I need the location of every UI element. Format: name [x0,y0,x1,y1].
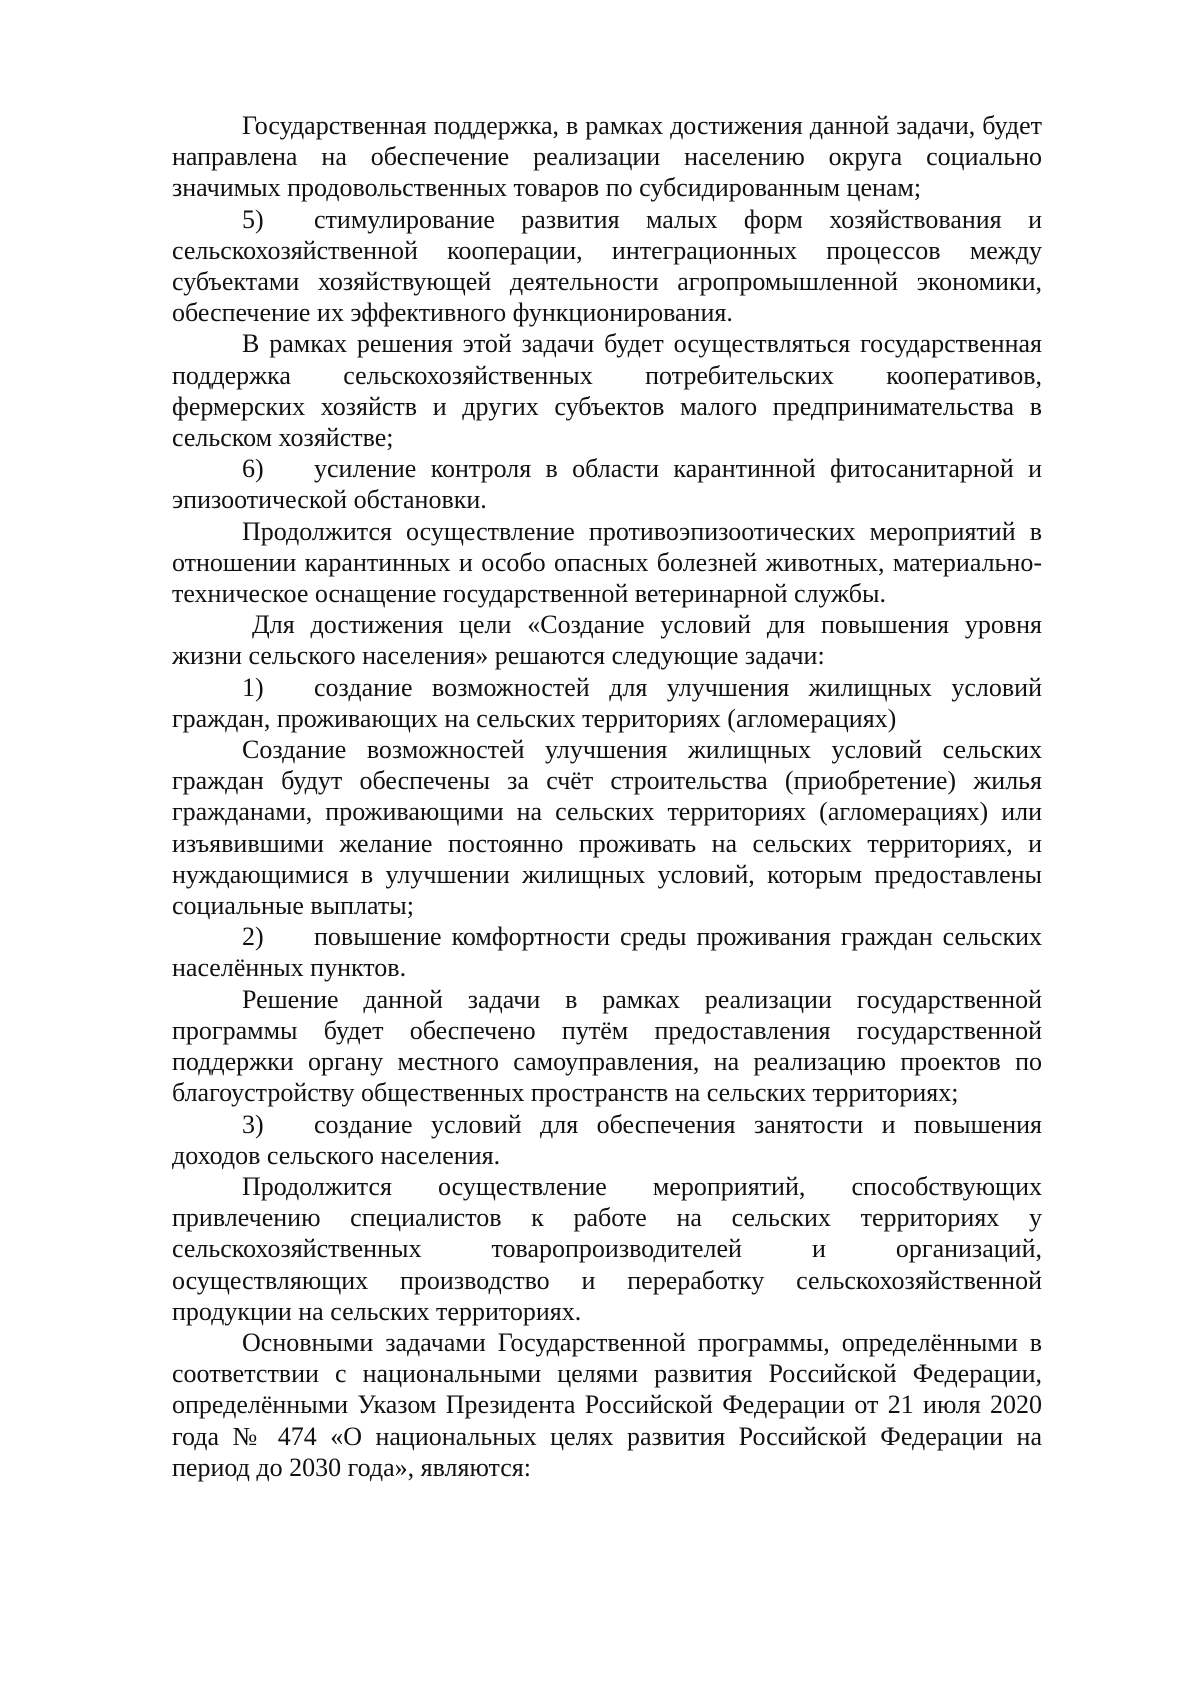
list-item-1 [172,672,1042,734]
paragraph-text: Государственная поддержка, в рамках достижения данной задачи, будет направлена на обеспечение реализации населению округа социально значимых продовольственных товаров по субсидированным ценам; [172,111,1042,203]
paragraph-text: Для достижения цели «Создание условий для повышения уровня жизни сельского населения» решаются следующие задачи: [172,610,1042,671]
document-body [172,110,1042,1483]
list-item-2 [172,921,1042,983]
list-item-5 [172,204,1042,329]
list-item-text: создание возможностей для улучшения жилищных условий граждан, проживающих на сельских территориях (агломерациях) [172,672,1042,733]
list-item-3 [172,1109,1042,1171]
list-number: 5) [242,204,264,234]
list-item-text: повышение комфортности среды проживания граждан сельских населённых пунктов. [172,922,1042,983]
paragraph [172,609,1042,671]
paragraph-text: Продолжится осуществление мероприятий, способствующих привлечению специалистов к работе на сельских территориях у сельскохозяйственных товаропроизводителей и организаций, осуществляющих производство и переработку сельскохозяйственной продукции на сельских территориях. [172,1171,1042,1326]
list-item-text: создание условий для обеспечения занятости и повышения доходов сельского населения. [172,1109,1042,1170]
paragraph-text: Основными задачами Государственной программы, определёнными в соответствии с национальными целями развития Российской Федерации, определёнными Указом Президента Российской Федерации от 21 июля 2020 года № 474 «О национальных целях развития Российской Федерации на период до 2030 года», являются: [172,1327,1042,1482]
list-number: 1) [242,672,264,702]
paragraph-text: Продолжится осуществление противоэпизоотических мероприятий в отношении карантинных и особо опасных болезней животных, материально-техническое оснащение государственной ветеринарной службы. [172,516,1042,609]
paragraph-text: Решение данной задачи в рамках реализации государственной программы будет обеспечено путём предоставления государственной поддержки органу местного самоуправления, на реализацию проектов по благоустройству общественных пространств на сельских территориях; [172,984,1042,1108]
paragraph [172,328,1042,453]
paragraph-text: Создание возможностей улучшения жилищных условий сельских граждан будут обеспечены за счёт строительства (приобретение) жилья гражданами, проживающими на сельских территориях (агломерациях) или изъявившими желание постоянно проживать на сельских территориях, и нуждающимися в улучшении жилищных условий, которым предоставлены социальные выплаты; [172,735,1042,921]
list-item-text: стимулирование развития малых форм хозяйствования и сельскохозяйственной кооперации, интеграционных процессов между субъектами хозяйствующей деятельности агропромышленной экономики, обеспечение их эффективного функционирования. [172,204,1042,328]
paragraph [172,110,1042,204]
list-number: 2) [242,922,264,952]
list-number: 3) [242,1109,264,1139]
paragraph [172,516,1042,610]
paragraph [172,1327,1042,1483]
paragraph-text: В рамках решения этой задачи будет осуществляться государственная поддержка сельскохозяйственных потребительских кооперативов, фермерских хозяйств и других субъектов малого предпринимательства в сельском хозяйстве; [172,329,1042,453]
list-number: 6) [242,454,264,484]
list-item-6 [172,453,1042,515]
paragraph [172,1171,1042,1327]
paragraph [172,734,1042,921]
list-item-text: усиление контроля в области карантинной фитосанитарной и эпизоотической обстановки. [172,454,1042,515]
paragraph [172,984,1042,1109]
